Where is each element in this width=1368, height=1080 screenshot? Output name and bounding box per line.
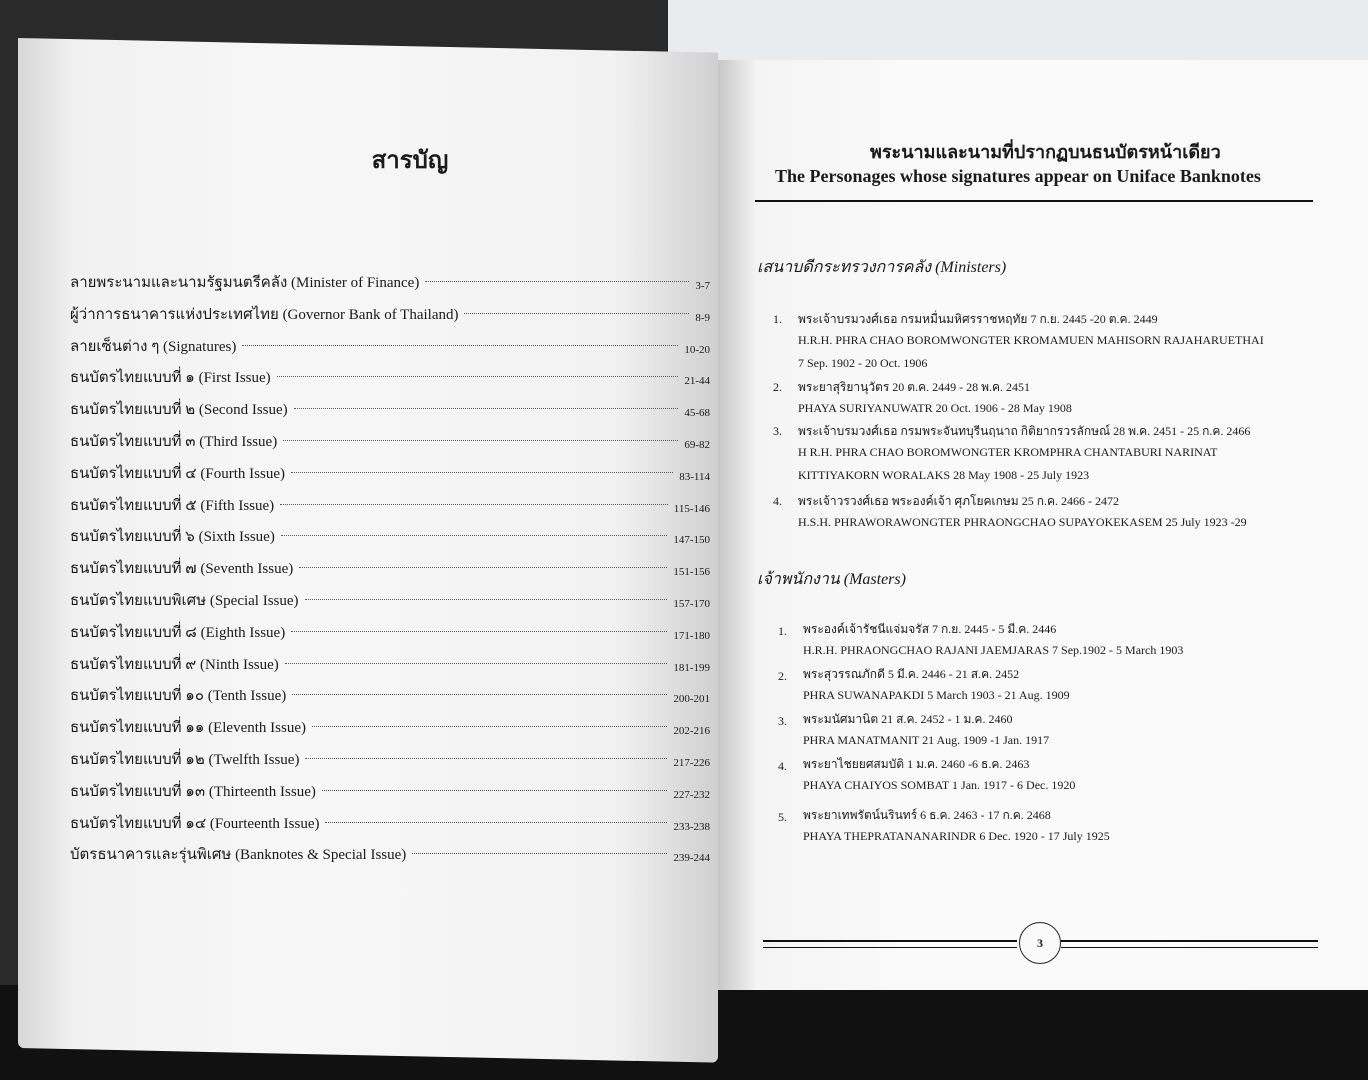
toc-entry bbox=[70, 298, 710, 330]
toc-entry-label: ธนบัตรไทยแบบที่ ๑๓ (Thirteenth Issue) bbox=[70, 783, 316, 800]
toc-leader-dots bbox=[281, 534, 667, 536]
toc-entry-page: 69-82 bbox=[684, 438, 710, 451]
minister-number: 4. bbox=[773, 494, 782, 508]
toc-leader-dots bbox=[412, 852, 667, 854]
toc-entry bbox=[70, 489, 710, 521]
minister-name-thai: พระเจ้าบรมวงศ์เธอ กรมพระจันทบุรีนฤนาถ กิติยากรวรลักษณ์ 28 พ.ค. 2451 - 25 ก.ค. 2466 bbox=[798, 424, 1251, 438]
toc-entry-page: 151-156 bbox=[673, 566, 710, 579]
master-name-english: PHRA MANATMANIT 21 Aug. 1909 -1 Jan. 1917 bbox=[803, 733, 1050, 747]
master-name-english: PHAYA THEPRATANANARINDR 6 Dec. 1920 - 17 July 1925 bbox=[803, 829, 1110, 843]
master-name-thai: พระองค์เจ้ารัชนีแจ่มจรัส 7 ก.ย. 2445 - 5 มี.ค. 2446 bbox=[803, 622, 1057, 636]
toc-entry-page: 45-68 bbox=[684, 407, 710, 420]
toc-leader-dots bbox=[242, 344, 678, 346]
toc-entry bbox=[70, 743, 710, 775]
toc-entry-label: ธนบัตรไทยแบบที่ ๑ (First Issue) bbox=[70, 370, 271, 387]
toc-entry-page: 157-170 bbox=[673, 597, 710, 610]
toc-entry bbox=[70, 679, 710, 711]
toc-entry-page: 147-150 bbox=[673, 534, 710, 547]
title-divider bbox=[755, 200, 1313, 202]
master-name-thai: พระยาเทพรัตน์นรินทร์ 6 ธ.ค. 2463 - 17 ก.ค. 2468 bbox=[803, 808, 1051, 822]
toc-title: สารบัญ bbox=[371, 148, 449, 174]
toc-entry bbox=[70, 425, 710, 457]
toc-entry-label: ธนบัตรไทยแบบที่ ๔ (Fourth Issue) bbox=[70, 465, 285, 482]
minister-name-english: PHAYA SURIYANUWATR 20 Oct. 1906 - 28 May 1908 bbox=[798, 401, 1072, 415]
toc-entry-page: 171-180 bbox=[673, 629, 710, 642]
minister-name-english-cont: KITTIYAKORN WORALAKS 28 May 1908 - 25 July 1923 bbox=[798, 468, 1090, 482]
toc-entry bbox=[70, 520, 710, 552]
page-title-thai: พระนามและนามที่ปรากฏบนธนบัตรหน้าเดียว bbox=[870, 142, 1221, 162]
minister-name-english: H R.H. PHRA CHAO BOROMWONGTER KROMPHRA CHANTABURI NARINAT bbox=[798, 445, 1218, 459]
masters-heading: เจ้าพนักงาน (Masters) bbox=[757, 571, 906, 588]
toc-entry-page: 200-201 bbox=[673, 693, 710, 706]
toc-leader-dots bbox=[291, 471, 673, 473]
master-name-thai: พระสุวรรณภักดี 5 มี.ค. 2446 - 21 ส.ค. 2452 bbox=[803, 667, 1020, 681]
minister-name-thai: พระเจ้าวรวงศ์เธอ พระองค์เจ้า ศุภโยคเกษม 25 ก.ค. 2466 - 2472 bbox=[798, 494, 1119, 508]
toc-entry-page: 217-226 bbox=[673, 756, 710, 769]
master-number: 5. bbox=[778, 810, 787, 824]
toc-leader-dots bbox=[322, 789, 667, 791]
toc-entry-page: 181-199 bbox=[673, 661, 710, 674]
master-name-english: H.R.H. PHRAONGCHAO RAJANI JAEMJARAS 7 Sep.1902 - 5 March 1903 bbox=[803, 643, 1184, 657]
toc-entry-label: ธนบัตรไทยแบบที่ ๓ (Third Issue) bbox=[70, 433, 278, 450]
toc-entry-label: ธนบัตรไทยแบบที่ ๒ (Second Issue) bbox=[70, 402, 288, 419]
toc-entry-page: 10-20 bbox=[684, 343, 710, 356]
master-name-english: PHAYA CHAIYOS SOMBAT 1 Jan. 1917 - 6 Dec. 1920 bbox=[803, 778, 1076, 792]
toc-leader-dots bbox=[294, 407, 678, 409]
toc-entry-page: 227-232 bbox=[673, 788, 710, 801]
toc-entry bbox=[70, 616, 710, 648]
master-name-thai: พระมนัศมานิต 21 ส.ค. 2452 - 1 ม.ค. 2460 bbox=[803, 712, 1013, 726]
toc-entry bbox=[70, 584, 710, 616]
minister-number: 3. bbox=[773, 424, 782, 438]
toc-entry bbox=[70, 330, 710, 362]
toc-entry-page: 202-216 bbox=[673, 725, 710, 738]
toc-entry-label: บัตรธนาคารและรุ่นพิเศษ (Banknotes & Special Issue) bbox=[70, 847, 407, 864]
toc-entry-label: ผู้ว่าการธนาคารแห่งประเทศไทย (Governor Bank of Thailand) bbox=[70, 306, 459, 323]
master-number: 4. bbox=[778, 759, 787, 773]
toc-entry-label: ธนบัตรไทยแบบพิเศษ (Special Issue) bbox=[70, 592, 299, 609]
footer-rule-right bbox=[1061, 940, 1318, 948]
toc-entry-label: ธนบัตรไทยแบบที่ ๖ (Sixth Issue) bbox=[70, 529, 275, 546]
toc-leader-dots bbox=[283, 439, 678, 441]
page-number: 3 bbox=[1019, 922, 1061, 964]
toc-entry-page: 239-244 bbox=[673, 852, 710, 865]
toc-leader-dots bbox=[325, 821, 667, 823]
toc-entry-page: 233-238 bbox=[673, 820, 710, 833]
page-title-english: The Personages whose signatures appear on Uniface Banknotes bbox=[775, 166, 1261, 186]
toc-entry bbox=[70, 266, 710, 298]
toc-leader-dots bbox=[312, 725, 667, 727]
table-of-contents bbox=[70, 266, 710, 870]
master-number: 2. bbox=[778, 669, 787, 683]
toc-entry-page: 83-114 bbox=[679, 470, 710, 483]
toc-entry bbox=[70, 361, 710, 393]
toc-leader-dots bbox=[425, 280, 689, 282]
master-number: 1. bbox=[778, 624, 787, 638]
minister-name-thai: พระเจ้าบรมวงศ์เธอ กรมหมื่นมหิศรราชหฤทัย 7 ก.ย. 2445 -20 ต.ค. 2449 bbox=[798, 312, 1158, 326]
minister-number: 1. bbox=[773, 312, 782, 326]
toc-entry-label: ธนบัตรไทยแบบที่ ๕ (Fifth Issue) bbox=[70, 497, 275, 514]
toc-leader-dots bbox=[305, 757, 667, 759]
toc-leader-dots bbox=[292, 693, 667, 695]
minister-name-english: H.R.H. PHRA CHAO BOROMWONGTER KROMAMUEN MAHISORN RAJAHARUETHAI bbox=[798, 333, 1264, 347]
master-number: 3. bbox=[778, 714, 787, 728]
minister-name-english-cont: 7 Sep. 1902 - 20 Oct. 1906 bbox=[798, 356, 928, 370]
toc-entry-label: ธนบัตรไทยแบบที่ ๙ (Ninth Issue) bbox=[70, 656, 279, 673]
minister-number: 2. bbox=[773, 380, 782, 394]
toc-entry-page: 21-44 bbox=[684, 375, 710, 388]
toc-entry-label: ธนบัตรไทยแบบที่ ๑๔ (Fourteenth Issue) bbox=[70, 815, 320, 832]
toc-leader-dots bbox=[464, 312, 689, 314]
toc-entry bbox=[70, 775, 710, 807]
toc-entry bbox=[70, 711, 710, 743]
toc-entry-page: 115-146 bbox=[673, 502, 710, 515]
toc-entry-label: ธนบัตรไทยแบบที่ ๘ (Eighth Issue) bbox=[70, 624, 286, 641]
toc-entry bbox=[70, 552, 710, 584]
master-name-english: PHRA SUWANAPAKDI 5 March 1903 - 21 Aug. 1909 bbox=[803, 688, 1070, 702]
toc-leader-dots bbox=[305, 598, 667, 600]
toc-leader-dots bbox=[299, 566, 667, 568]
toc-entry-label: ธนบัตรไทยแบบที่ ๑๑ (Eleventh Issue) bbox=[70, 720, 306, 737]
footer-rule-left bbox=[763, 940, 1017, 948]
toc-leader-dots bbox=[285, 662, 667, 664]
ministers-heading: เสนาบดีกระทรวงการคลัง (Ministers) bbox=[757, 259, 1007, 276]
toc-leader-dots bbox=[277, 375, 678, 377]
toc-entry bbox=[70, 648, 710, 680]
toc-entry-label: ธนบัตรไทยแบบที่ ๑๒ (Twelfth Issue) bbox=[70, 751, 300, 768]
toc-entry bbox=[70, 393, 710, 425]
toc-entry bbox=[70, 807, 710, 839]
toc-entry bbox=[70, 457, 710, 489]
toc-leader-dots bbox=[280, 503, 668, 505]
toc-entry-label: ธนบัตรไทยแบบที่ ๗ (Seventh Issue) bbox=[70, 561, 294, 578]
toc-entry-label: ลายเซ็นต่าง ๆ (Signatures) bbox=[70, 338, 237, 355]
minister-name-thai: พระยาสุริยานุวัตร 20 ต.ค. 2449 - 28 พ.ค. 2451 bbox=[798, 380, 1031, 394]
minister-name-english: H.S.H. PHRAWORAWONGTER PHRAONGCHAO SUPAYOKEKASEM 25 July 1923 -29 bbox=[798, 515, 1247, 529]
toc-entry-label: ลายพระนามและนามรัฐมนตรีคลัง (Minister of Finance) bbox=[70, 275, 420, 291]
toc-entry bbox=[70, 838, 710, 870]
toc-entry-label: ธนบัตรไทยแบบที่ ๑๐ (Tenth Issue) bbox=[70, 688, 287, 705]
toc-entry-page: 8-9 bbox=[695, 311, 710, 324]
toc-leader-dots bbox=[291, 630, 667, 632]
master-name-thai: พระยาไชยยศสมบัติ 1 ม.ค. 2460 -6 ธ.ค. 2463 bbox=[803, 757, 1030, 771]
toc-entry-page: 3-7 bbox=[695, 280, 710, 292]
